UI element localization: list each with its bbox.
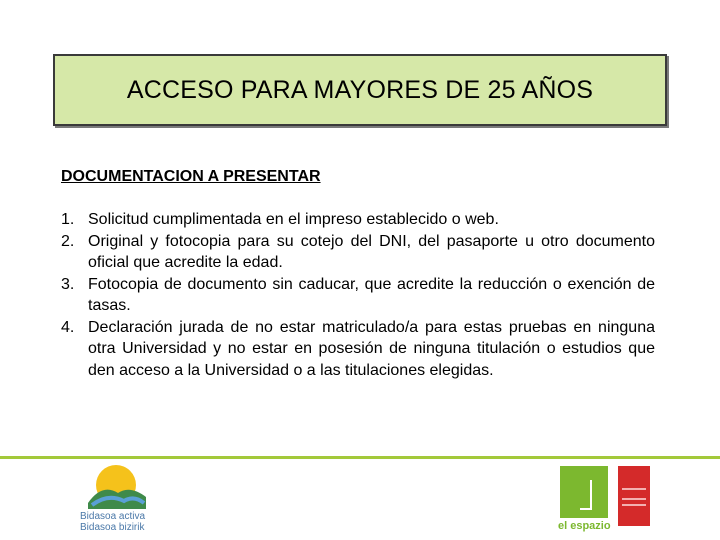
logo-line-1: Bidasoa activa	[80, 511, 146, 522]
footer-divider	[0, 456, 720, 459]
espazio-label: el espazio	[558, 520, 611, 532]
list-item-number: 1.	[61, 211, 75, 228]
list-item	[61, 231, 655, 274]
logo-line-2: Bidasoa bizirik	[80, 522, 145, 533]
sun-mountain-logo-icon	[84, 463, 148, 511]
title-box	[53, 54, 667, 126]
section-heading: DOCUMENTACION A PRESENTAR	[61, 168, 321, 185]
list-item-text: Original y fotocopia para su cotejo del DNI, del pasaporte u otro documento oficial que acredite la edad.	[88, 232, 655, 271]
espazio-logo	[556, 466, 656, 536]
espazio-green-icon	[560, 466, 608, 518]
list-item-text: Fotocopia de documento sin caducar, que acredite la reducción o exención de tasas.	[88, 275, 655, 314]
document-list	[61, 209, 655, 381]
list-item-number: 4.	[61, 318, 75, 336]
list-item	[61, 317, 655, 382]
list-item	[61, 274, 655, 317]
espazio-red-icon	[618, 466, 650, 526]
list-item-text: Declaración jurada de no estar matriculado/a para estas pruebas en ninguna otra Universidad y no estar en posesión de ninguna titulación o estudios que den acceso a la Universidad o a las titulaciones elegidas.	[88, 318, 655, 379]
list-item-number: 3.	[61, 275, 75, 293]
list-item-number: 2.	[61, 232, 75, 250]
bidasoa-activa-logo	[78, 463, 168, 535]
list-item	[61, 209, 655, 231]
page-title: ACCESO PARA MAYORES DE 25 AÑOS	[126, 75, 594, 104]
list-item-text: Solicitud cumplimentada en el impreso establecido o web.	[88, 211, 499, 228]
